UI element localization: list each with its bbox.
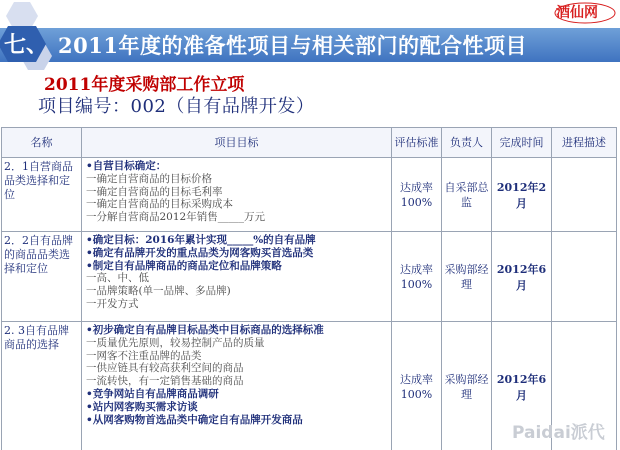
goal-sub-item: 一质量优先原则，较易控制产品的质量: [86, 336, 265, 349]
goal-bullet-item: • 从网客购物首选品类中确定自有品牌开发商品: [86, 414, 389, 427]
goal-sub-item: 一高、中、低: [86, 272, 149, 285]
row-name: 2. 3自有品牌商品的选择: [2, 322, 82, 450]
row-name: 2．2自有品牌的商品品类选择和定位: [2, 232, 82, 322]
section-subtitle: 2011年度采购部工作立项: [44, 75, 245, 95]
row-standard: 达成率100%: [392, 322, 442, 450]
goal-sub-item: 一确定自营商品的目标采购成本: [86, 198, 233, 211]
row-goals: [82, 322, 392, 450]
row-standard: 达成率100%: [392, 232, 442, 322]
logo-text: 酒仙网: [556, 5, 598, 21]
goal-bullet-item: • 初步确定自有品牌目标品类中目标商品的选择标准: [86, 324, 389, 337]
goal-sub-item: 一供应链具有较高获利空间的商品: [86, 362, 244, 375]
table-row: [2, 158, 617, 232]
row-done: 2012年2月: [492, 158, 552, 232]
row-standard: 达成率100%: [392, 158, 442, 232]
row-owner: 自采部总监: [442, 158, 492, 232]
row-done: 2012年6月: [492, 232, 552, 322]
row-goals: [82, 158, 392, 232]
project-number: 项目编号：002（自有品牌开发）: [38, 96, 315, 117]
row-name: 2．1自营商品品类选择和定位: [2, 158, 82, 232]
goal-sub-item: 一确定自营商品的目标价格: [86, 172, 212, 185]
goal-bullet-item: • 自营目标确定：: [86, 160, 389, 173]
goal-sub-item: 一品牌策略(单一品牌、多品牌): [86, 285, 231, 298]
goal-bullet-item: • 竞争网站自有品牌商品调研: [86, 388, 389, 401]
page-title: 2011年度的准备性项目与相关部门的配合性项目: [58, 33, 527, 58]
goal-sub-item: 一流转快，有一定销售基础的商品: [86, 375, 244, 388]
goal-bullet-item: • 制定自有品牌商品的商品定位和品牌策略: [86, 260, 389, 273]
chapter-mark: 七、: [4, 32, 49, 58]
goal-bullet-item: • 确定目标：2016年累计实现_____%的自有品牌: [86, 234, 389, 247]
goal-sub-item: 一网客不注重品牌的品类: [86, 349, 202, 362]
header-owner: 负责人: [442, 128, 492, 158]
goal-sub-item: 一分解自营商品2012年销售_____万元: [86, 211, 265, 224]
project-table: [1, 127, 617, 450]
header-done: 完成时间: [492, 128, 552, 158]
goal-bullet-item: • 确定有品牌开发的重点品类为网客购买首选品类: [86, 247, 389, 260]
watermark: Paidai派代: [512, 423, 605, 443]
row-owner: 采购部经理: [442, 232, 492, 322]
goal-bullet-item: • 站内网客购买需求访谈: [86, 401, 389, 414]
header-desc: 进程描述: [552, 128, 617, 158]
row-goals: [82, 232, 392, 322]
table-header-row: [2, 128, 617, 158]
row-desc: [552, 232, 617, 322]
header-goal: 项目目标: [82, 128, 392, 158]
header-standard: 评估标准: [392, 128, 442, 158]
project-table-container: [1, 127, 616, 450]
table-row: [2, 232, 617, 322]
row-owner: 采购部经理: [442, 322, 492, 450]
header-name: 名称: [2, 128, 82, 158]
goal-sub-item: 一确定自营商品的目标毛利率: [86, 185, 223, 198]
row-desc: [552, 158, 617, 232]
goal-sub-item: 一开发方式: [86, 297, 139, 310]
row-done: 2012年6月: [492, 322, 552, 450]
